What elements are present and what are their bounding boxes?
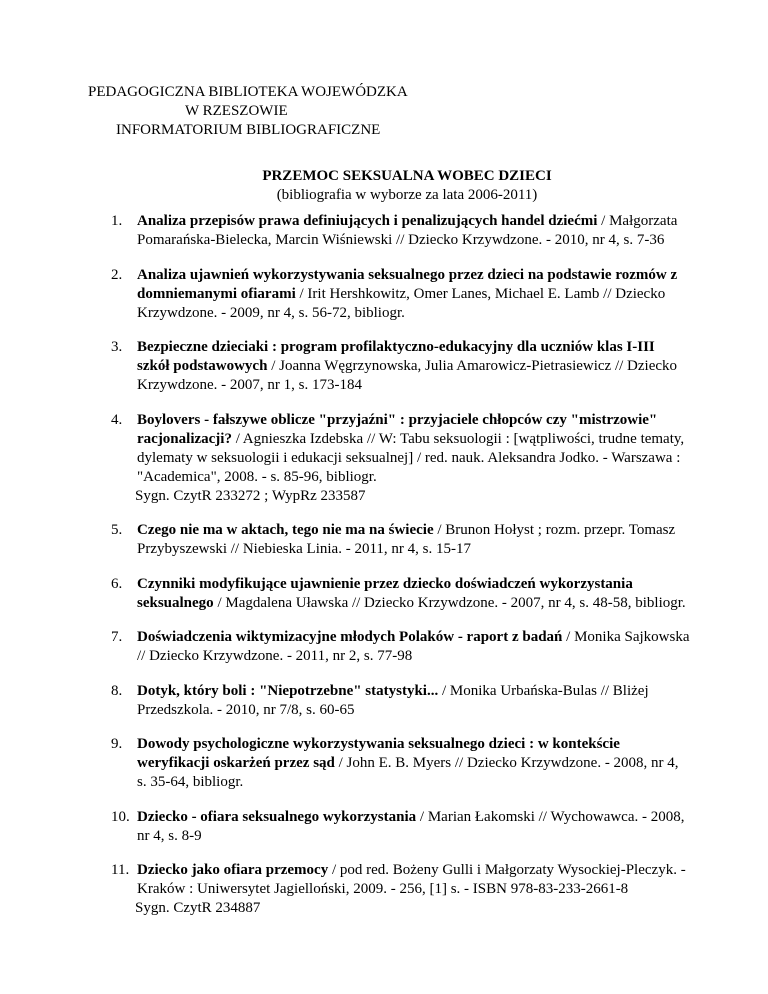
- entry-number: 5.: [111, 522, 123, 538]
- entry-call-number: Sygn. CzytR 234887: [135, 900, 261, 916]
- entry-number: 2.: [111, 266, 123, 283]
- entry-details: / Joanna Węgrzynowska, Julia Amarowicz-Pietrasiewicz // Dziecko Krzywdzone. - 2007, nr 1, s. 173-184: [137, 358, 678, 393]
- entry-details: / Monika Sajkowska // Dziecko Krzywdzone. - 2011, nr 2, s. 77-98: [137, 629, 690, 664]
- bibliography-entry: [111, 266, 691, 323]
- entry-call-number: Sygn. CzytR 233272 ; WypRz 233587: [135, 487, 366, 504]
- header-line-2: W RZESZOWIE: [185, 103, 288, 119]
- entry-details: / Monika Urbańska-Bulas // Bliżej Przedszkola. - 2010, nr 7/8, s. 60-65: [137, 682, 649, 718]
- entry-number: 7.: [111, 629, 123, 645]
- document-subtitle: (bibliografia w wyborze za lata 2006-2011): [276, 187, 538, 203]
- entry-details: / pod red. Bożeny Gulli i Małgorzaty Wysockiej-Pleczyk. - Kraków : Uniwersytet Jagielloński, 2009. - 256, [1] s. - ISBN 978-83-233-2661-8: [137, 862, 686, 897]
- document-title: PRZEMOC SEKSUALNA WOBEC DZIECI: [262, 168, 552, 184]
- entry-details: / Irit Hershkowitz, Omer Lanes, Michael E. Lamb // Dziecko Krzywdzone. - 2009, nr 4, s. 56-72, bibliogr.: [137, 285, 666, 321]
- entry-title: Dowody psychologiczne wykorzystywania seksualnego dzieci : w kontekście weryfikacji oskarżeń przez sąd: [137, 736, 620, 771]
- entry-title: Analiza ujawnień wykorzystywania seksualnego przez dzieci na podstawie rozmów z domniemanymi ofiarami: [137, 266, 678, 302]
- entry-number: 8.: [111, 682, 123, 699]
- bibliography-entry: [111, 411, 691, 506]
- entry-number: 9.: [111, 736, 123, 752]
- title-block: [0, 167, 768, 205]
- entry-title: Boylovers - fałszywe oblicze "przyjaźni" : przyjaciele chłopców czy "mistrzowie" racjonalizacji?: [137, 411, 658, 447]
- bibliography-entry: [111, 735, 691, 792]
- entry-details: / Małgorzata Pomarańska-Bielecka, Marcin Wiśniewski // Dziecko Krzywdzone. - 2010, nr 4, s. 7-36: [137, 213, 678, 248]
- entry-details: / John E. B. Myers // Dziecko Krzywdzone. - 2008, nr 4, s. 35-64, bibliogr.: [137, 755, 679, 790]
- header-line-3: INFORMATORIUM BIBLIOGRAFICZNE: [116, 122, 381, 138]
- entry-title: Dziecko jako ofiara przemocy: [137, 862, 329, 878]
- bibliography-entry: [111, 338, 691, 395]
- bibliography-entry: [111, 575, 691, 613]
- entry-title: Czynniki modyfikujące ujawnienie przez dziecko doświadczeń wykorzystania seksualnego: [137, 575, 633, 611]
- bibliography-entry: [111, 628, 691, 666]
- bibliography-entry: [111, 861, 691, 918]
- entry-details: / Agnieszka Izdebska // W: Tabu seksuologii : [wątpliwości, trudne tematy, dylematy w seksuologii i edukacji seksualnej] / red. nauk. Aleksandra Jodko. - Warszawa : "Academica", 2008. - s. 85-96, bibliogr.: [137, 430, 685, 485]
- entry-number: 1.: [111, 213, 123, 229]
- bibliography-entry: [111, 682, 691, 720]
- entry-number: 4.: [111, 411, 123, 428]
- header-line-1: PEDAGOGICZNA BIBLIOTEKA WOJEWÓDZKA: [88, 84, 408, 100]
- bibliography-entry: [111, 808, 691, 846]
- entry-details: / Brunon Hołyst ; rozm. przepr. Tomasz Przybyszewski // Niebieska Linia. - 2011, nr 4, s. 15-17: [137, 522, 676, 557]
- entry-number: 3.: [111, 339, 123, 355]
- entry-number: 11.: [111, 862, 130, 878]
- entry-details: / Marian Łakomski // Wychowawca. - 2008, nr 4, s. 8-9: [137, 808, 685, 844]
- library-header: [88, 83, 488, 140]
- entry-title: Doświadczenia wiktymizacyjne młodych Polaków - raport z badań: [137, 629, 563, 645]
- entry-number: 6.: [111, 575, 123, 592]
- bibliography-list: [111, 212, 691, 934]
- entry-title: Dotyk, który boli : "Niepotrzebne" statystyki...: [137, 682, 439, 699]
- bibliography-entry: [111, 521, 691, 559]
- entry-title: Czego nie ma w aktach, tego nie ma na świecie: [137, 522, 434, 538]
- entry-title: Bezpieczne dzieciaki : program profilaktyczno-edukacyjny dla uczniów klas I-III szkół podstawowych: [137, 339, 655, 374]
- entry-title: Analiza przepisów prawa definiujących i penalizujących handel dziećmi: [137, 213, 598, 229]
- entry-number: 10.: [111, 808, 130, 825]
- entry-details: / Magdalena Uławska // Dziecko Krzywdzone. - 2007, nr 4, s. 48-58, bibliogr.: [213, 594, 686, 611]
- entry-title: Dziecko - ofiara seksualnego wykorzystania: [137, 808, 417, 825]
- bibliography-entry: [111, 212, 691, 250]
